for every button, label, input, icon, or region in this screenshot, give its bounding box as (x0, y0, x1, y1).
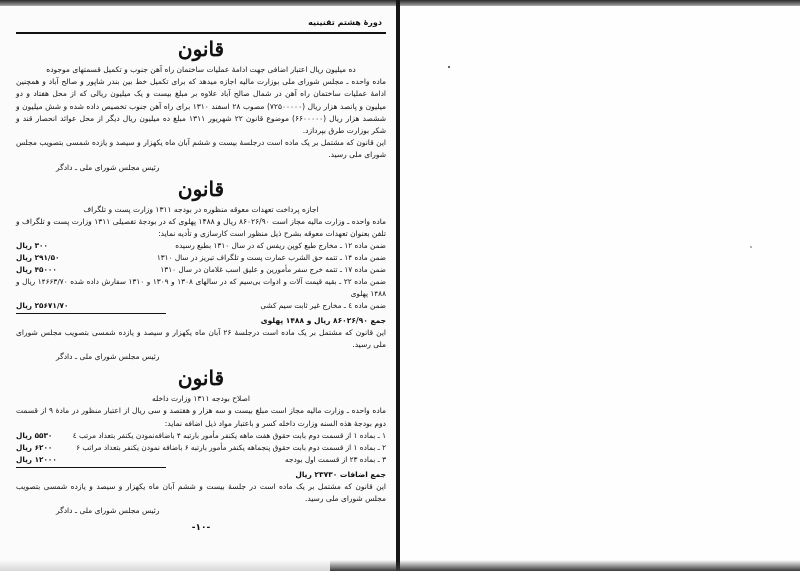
item-amount: ۶۲۰۰ ریال (16, 442, 53, 452)
law2-subtitle: اجازه پرداخت تعهدات معوقه منظوره در بودجه ۱۳۱۱ وزارت پست و تلگراف (83, 204, 319, 214)
law2-item (16, 240, 386, 252)
law2-signature-row (16, 351, 386, 363)
law2-article: ماده واحده ـ وزارت مالیه مجاز است ۸۶۰۲۶/۹۰ ریال و ۱۴۸۸ پهلوی که در بودجهٔ تفصیلی ۱۳۱۱ وزارت پست و تلگراف و تلفن بعنوان تعهدات معوقه بشرح ذیل منظور است کارسازی و تأدیه نماید: (16, 216, 386, 238)
item-amount: ۳۰۰ ریال (16, 241, 48, 251)
item-text: ضمن ماده ۱۴ ـ تتمه حق الشرب عمارت پست و تلگراف تبریز در سال ۱۳۱۰ (156, 253, 386, 263)
item-text: ضمن ماده ٤ ـ مخارج غیر ثابت سیم کشی (260, 301, 386, 311)
item-text: ضمن ماده ۲۲ ـ بقیه قیمت آلات و ادوات بی‌سیم که در سالهای ۱۳۰۸ و ۱۳۰۹ و ۱۳۱۰ سفارش داده شده ۱۴۶۶۳/۷۰ ریال و ۱۴۸۸ پهلوی (16, 277, 386, 299)
scan-speck (750, 246, 752, 248)
item-text: ۲ ـ بماده ۱ از قسمت دوم بابت حقوق پنجماهه یکنفر مأمور بارتبه ۶ باضافه نمودن یکنفر بتعداد مراتب ۶ (76, 442, 386, 452)
law2-signature: رئیس مجلس شورای ملی ـ دادگر (56, 352, 160, 362)
law3-signature: رئیس مجلس شورای ملی ـ دادگر (56, 506, 160, 516)
item-amount: ۱۲۰۰۰ ریال (16, 454, 57, 464)
item-amount: ۵۵۳۰ ریال (16, 430, 53, 440)
law3-item (16, 430, 386, 442)
item-amount: ۲۹۱/۵۰ ریال (16, 253, 60, 263)
law3-item (16, 442, 386, 454)
law1-enactment: این قانون که مشتمل بر یک ماده است درجلسهٔ بیست و ششم آبان ماه یکهزار و سیصد و یازده شمسی بتصویب مجلس شورای ملی رسید. (16, 138, 386, 160)
law3-subtitle: اصلاح بودجه ۱۳۱۱ وزارت داخله (152, 394, 250, 404)
item-text: ضمن ماده ۱۲ ـ مخارج طبع کوپن ریفس که در سال ۱۳۱۰ بطبع رسیده (175, 241, 386, 251)
law-title-1: قانون (177, 37, 225, 61)
item-amount: ۲۵۶۷۱/۷۰ ریال (16, 301, 69, 311)
item-text: ۱ ـ بماده ۱ از قسمت دوم بابت حقوق هفت ماهه یکنفر مأمور بارتبه ۴ باضافه‌نمودن یکنفر بتعداد مرتب ٤ (72, 430, 386, 440)
law2-item (16, 300, 386, 312)
law1-signature-row (16, 162, 386, 174)
item-text: ۳ ـ بماده ۲۳ از قسمت اول بودجه (285, 454, 386, 464)
scan-speck (448, 66, 450, 68)
item-amount: ۴۵۰۰۰ ریال (16, 265, 57, 275)
page-content (16, 18, 386, 533)
law2-enactment: این قانون که مشتمل بر یک ماده است درجلسهٔ ۲۶ آبان ماه یکهزار و سیصد و یازده شمسی بتصویب مجلس شورای ملی رسید. (16, 328, 386, 350)
law1-signature: رئیس مجلس شورای ملی ـ دادگر (56, 162, 160, 172)
law3-article: ماده واحده ـ وزارت مالیه مجاز است مبلغ بیست و سه هزار و هفتصد و سی ریال از اعتبار منظور در مادهٔ ۹ از قسمت دوم بودجهٔ هذه السنه وزارت داخله کسر و باعتبار مواد ذیل اضافه نماید: (16, 406, 386, 428)
right-page-blank (400, 6, 800, 571)
law-title-2: قانون (177, 176, 225, 201)
law3-enactment: این قانون که مشتمل بر یک ماده است در جلسهٔ بیست و ششم آبان ماه یکهزار و سیصد و یازده شمسی بتصویب مجلس شورای ملی رسید. (16, 481, 386, 504)
total-rule (16, 313, 166, 314)
running-head: دورهٔ هشتم تقنینیه (16, 18, 386, 34)
law2-item (16, 276, 386, 300)
law3-item (16, 454, 386, 466)
law2-item (16, 252, 386, 264)
law3-total: جمع اضافات ۲۳۷۳۰ ریال (295, 469, 386, 479)
law-title-3: قانون (177, 366, 225, 391)
law1-intro: ده میلیون ریال اعتبار اضافی جهت ادامهٔ عملیات ساختمان راه آهن جنوب و تکمیل قسمتهای موجوده (46, 65, 356, 74)
total-rule (16, 467, 166, 468)
law1-article: ماده واحده ـ مجلس شورای ملی بوزارت مالیه اجازه میدهد که برای تکمیل خط بین بندر شاپور و صالح آباد و همچنین ادامهٔ عملیات ساختمان راه آهن در شمال صالح آباد علاوه بر مبلغ بیست و یک میلیون ریالی که از محل هفتاد و دو میلیون و پانصد هزار ریال (۷۲۵۰۰۰۰۰) مصوب ۲۸ اسفند ۱۳۱۰ برای راه آهن جنوب تخصیص داده شده و شش میلیون و ششصد هزار ریال (۶۶۰۰۰۰۰) موضوع قانون ۲۲ شهریور ۱۳۱۱ مبلغ ده میلیون ریال دیگر از محل عوائد انحصار قند و شکر بوزارت طرق بپردازد. (16, 77, 387, 136)
left-page (0, 6, 396, 566)
law3-signature-row (16, 505, 386, 517)
scan-bottom-edge (330, 560, 800, 571)
law2-total: جمع ۸۶۰۲۶/۹۰ ریال و ۱۴۸۸ پهلوی (260, 316, 386, 326)
page-number: -۱۰- (191, 523, 211, 534)
scan-bottom-edge-left (0, 560, 330, 571)
law2-item (16, 264, 386, 276)
item-text: ضمن ماده ۱۷ ـ تتمه خرج سفر مأمورین و علیق اسب غلامان در سال ۱۳۱۰ (160, 265, 386, 275)
